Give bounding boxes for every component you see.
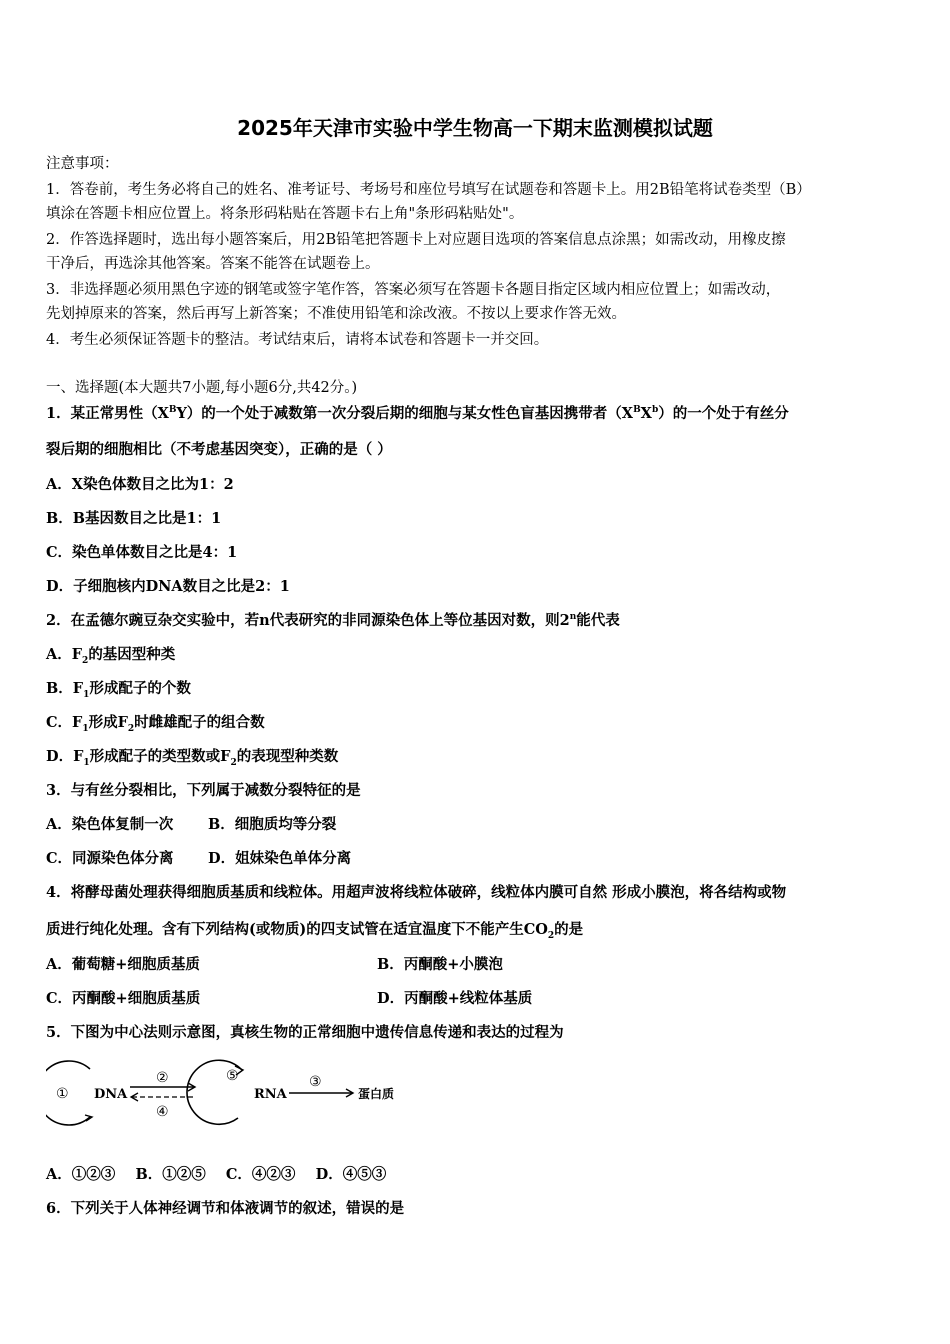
q4-option-d: D．丙酮酸+线粒体基质 [377,990,533,1007]
central-dogma-diagram [46,1058,426,1128]
label-3: ③ [309,1074,322,1090]
q2-option-c: C．$F_1$形成$F_2$时雌雄配子的组合数 [46,714,265,734]
notice-line: 3．非选择题必须用黑色字迹的钢笔或签字笔作答，答案必须写在答题卡各题目指定区域内相应位置上；如需改动， [46,282,781,298]
label-4: ④ [156,1104,169,1120]
q5-stem: 5．下图为中心法则示意图，真核生物的正常细胞中遗传信息传递和表达的过程为 [46,1024,564,1041]
q3-option-b: B．细胞质均等分裂 [208,816,337,833]
q4-stem: 4．将酵母菌处理获得细胞质基质和线粒体。用超声波将线粒体破碎，线粒体内膜可自然 形成小膜泡，将各结构或物 [46,884,787,901]
q4-option-a: A．葡萄糖+细胞质基质 [46,956,200,973]
label-5: ⑤ [226,1068,239,1084]
notice-line: 4．考生必须保证答题卡的整洁。考试结束后，请将本试卷和答题卡一并交回。 [46,332,549,348]
q4-stem-cont: 质进行纯化处理。含有下列结构(或物质)的四支试管在适宜温度下不能产生$CO_2$的是 [46,921,584,941]
protein-label: 蛋白质 [358,1087,395,1101]
q6-stem: 6．下列关于人体神经调节和体液调节的叙述，错误的是 [46,1200,405,1217]
notice-line: 先划掉原来的答案，然后再写上新答案；不准使用铅笔和涂改液。不按以上要求作答无效。 [46,306,626,322]
notice-line: 干净后，再选涂其他答案。答案不能答在试题卷上。 [46,256,380,272]
q3-stem: 3．与有丝分裂相比，下列属于减数分裂特征的是 [46,782,361,799]
q2-stem: 2．在孟德尔豌豆杂交实验中，若n代表研究的非同源染色体上等位基因对数，则2$^n$能代表 [46,612,620,629]
q2-option-d: D．$F_1$形成配子的类型数或$F_2$的表现型种类数 [46,748,339,768]
q1-option-d: D．子细胞核内DNA数目之比是2：1 [46,578,290,595]
notice-line: 1．答卷前，考生务必将自己的姓名、准考证号、考场号和座位号填写在试题卷和答题卡上。用2B铅笔将试卷类型（B） [46,182,811,198]
page-title: 2025年天津市实验中学生物高一下期末监测模拟试题 [237,116,713,140]
q1-stem-cont: 裂后期的细胞相比（不考虑基因突变），正确的是（ ） [46,441,392,458]
q3-option-d: D．姐妹染色单体分离 [208,850,352,867]
dna-label: DNA [94,1087,128,1102]
notice-line: 2．作答选择题时，选出每小题答案后，用2B铅笔把答题卡上对应题目选项的答案信息点涂黑；如需改动，用橡皮擦 [46,232,786,248]
section-heading: 一、选择题(本大题共7小题,每小题6分,共42分。) [46,380,358,396]
q1-option-b: B．B基因数目之比是1：1 [46,510,222,527]
label-2: ② [156,1070,169,1086]
notice-line: 填涂在答题卡相应位置上。将条形码粘贴在答题卡右上角"条形码粘贴处"。 [46,206,524,222]
notice-heading: 注意事项： [46,156,119,172]
q1-option-a: A．X染色体数目之比为1：2 [46,476,234,493]
q1-stem: 1．某正常男性$(X^BY)$的一个处于减数第一次分裂后期的细胞与某女性色盲基因携带者$(X^BX^b)$的一个处于有丝分 [46,405,789,422]
q3-option-c: C．同源染色体分离 [46,850,174,867]
q1-option-c: C．染色单体数目之比是4：1 [46,544,238,561]
rna-label: RNA [254,1087,287,1102]
q4-option-c: C．丙酮酸+细胞质基质 [46,990,201,1007]
label-1: ① [56,1086,69,1102]
q2-option-a: A．$F_2$的基因型种类 [46,646,176,666]
q2-option-b: B．$F_1$形成配子的个数 [46,680,191,700]
q3-option-a: A．染色体复制一次 [46,816,174,833]
q4-option-b: B．丙酮酸+小膜泡 [377,956,503,973]
q5-options: A．①②③ B．①②⑤ C．④②③ D．④⑤③ [46,1166,387,1183]
